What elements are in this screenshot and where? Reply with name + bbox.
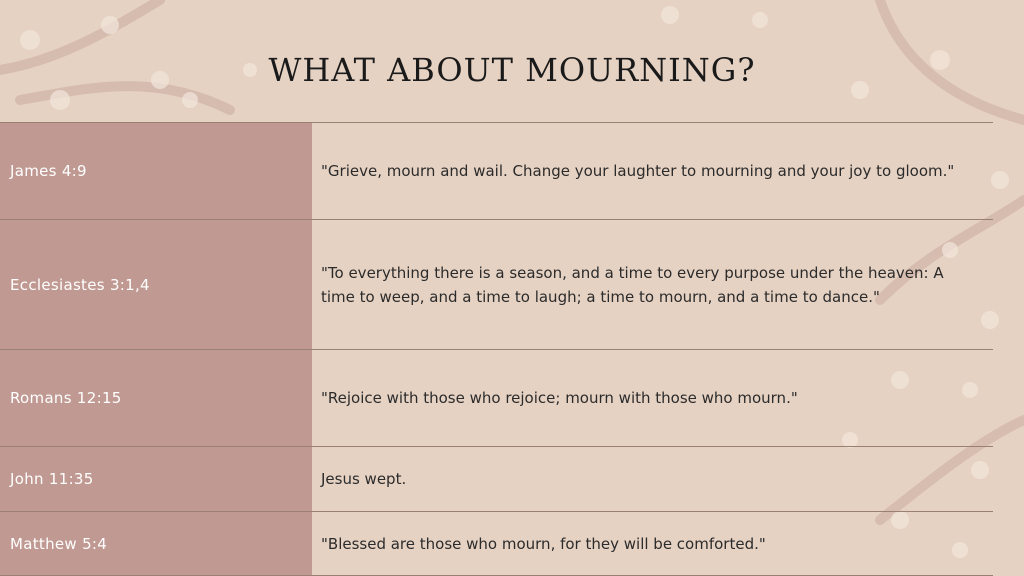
slide-title: WHAT ABOUT MOURNING? [268,51,756,89]
quote-cell: "Blessed are those who mourn, for they will be comforted." [321,534,766,553]
reference-cell: Matthew 5:4 [0,512,312,575]
scripture-table [0,122,993,576]
table-row [0,349,993,446]
quote-cell: Jesus wept. [321,470,407,488]
quote-cell: "To everything there is a season, and a time to every purpose under the heaven: A time to weep, and a time to laugh; a time to mourn, and a time to dance." [321,263,944,306]
table-row [0,511,993,576]
reference-cell: James 4:9 [0,123,312,219]
table-row [0,219,993,349]
reference-cell: John 11:35 [0,447,312,511]
reference-cell: Ecclesiastes 3:1,4 [0,220,312,349]
table-row [0,446,993,511]
quote-cell: "Grieve, mourn and wail. Change your laughter to mourning and your joy to gloom." [321,162,955,180]
quote-cell: "Rejoice with those who rejoice; mourn with those who mourn." [321,389,798,407]
table-row [0,122,993,219]
reference-cell: Romans 12:15 [0,350,312,446]
